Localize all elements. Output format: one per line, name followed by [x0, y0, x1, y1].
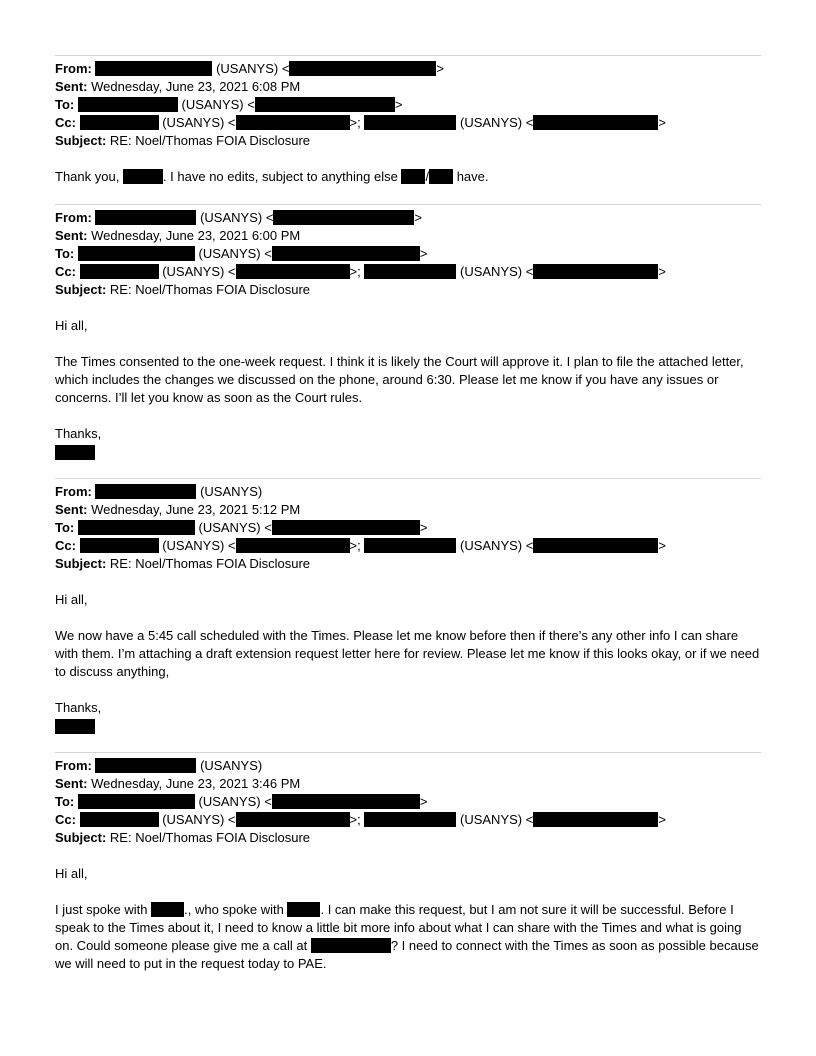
sent-line [55, 501, 761, 519]
cc-label: Cc: [55, 538, 76, 553]
redaction [364, 264, 456, 279]
redaction [80, 264, 159, 279]
cc-line [55, 537, 761, 555]
subject-line [55, 829, 761, 847]
redaction [533, 538, 658, 553]
message-body: The Times consented to the one-week request. I think it is likely the Court will approve it. I plan to file the attached letter, which includes the changes we discussed on the phone, around 6:30. Please let me know if you have any issues or concerns. I’ll let you know as soon as the Court rules. [55, 354, 744, 405]
subject-text: RE: Noel/Thomas FOIA Disclosure [109, 282, 311, 297]
redaction [236, 264, 350, 279]
greeting: Hi all, [55, 318, 88, 333]
to-label: To: [55, 246, 75, 261]
body-text: . I can make this request, but I am not sure it will be successful. Before I speak to the Times about it, I need to know a little bit more info about what I can share with the Times and what is going on. Could someone please give me a call at [55, 902, 742, 953]
sent-label: Sent: [55, 228, 88, 243]
org-text: (USANYS) < [198, 794, 272, 809]
subject-text: RE: Noel/Thomas FOIA Disclosure [109, 133, 311, 148]
redaction [289, 61, 436, 76]
from-line [55, 483, 761, 501]
signature-redaction [55, 719, 95, 734]
message-body: We now have a 5:45 call scheduled with the Times. Please let me know before then if there’s any other info I can share with them. I’m attaching a draft extension request letter here for review. Please let me know if this looks okay, or if we need to discuss anything, [55, 628, 760, 679]
redaction [364, 538, 456, 553]
greeting: Hi all, [55, 866, 88, 881]
body-text: ., who spoke with [184, 902, 284, 917]
bracket-text: > [658, 538, 666, 553]
from-line [55, 209, 761, 227]
redaction [78, 97, 178, 112]
message-body [55, 168, 761, 186]
bracket-text: > [658, 115, 666, 130]
body-text: / [425, 169, 430, 184]
from-line [55, 757, 761, 775]
from-label: From: [55, 61, 92, 76]
redaction [364, 115, 456, 130]
org-text: (USANYS) < [198, 246, 272, 261]
from-label: From: [55, 484, 92, 499]
signature-redaction [55, 445, 95, 460]
redaction [78, 520, 195, 535]
org-text: (USANYS) < [460, 264, 534, 279]
subject-label: Subject: [55, 830, 107, 845]
body-text: have. [456, 169, 489, 184]
sent-date: Wednesday, June 23, 2021 6:00 PM [91, 228, 301, 243]
org-text: (USANYS) < [162, 812, 236, 827]
redaction [533, 264, 658, 279]
sent-label: Sent: [55, 502, 88, 517]
org-text: (USANYS) < [460, 538, 534, 553]
sent-date: Wednesday, June 23, 2021 3:46 PM [91, 776, 301, 791]
redaction [236, 538, 350, 553]
subject-text: RE: Noel/Thomas FOIA Disclosure [109, 556, 311, 571]
org-text: (USANYS) < [460, 115, 534, 130]
sent-label: Sent: [55, 79, 88, 94]
redaction [401, 169, 425, 184]
redaction [78, 246, 195, 261]
subject-label: Subject: [55, 133, 107, 148]
to-label: To: [55, 97, 75, 112]
org-text: (USANYS) [200, 758, 263, 773]
redaction [78, 794, 195, 809]
cc-line [55, 114, 761, 132]
redaction [273, 210, 414, 225]
bracket-text: > [394, 97, 403, 112]
bracket-text: >; [349, 812, 361, 827]
message-body [55, 901, 761, 973]
cc-line [55, 811, 761, 829]
from-label: From: [55, 758, 92, 773]
redaction [123, 169, 163, 184]
redaction [533, 115, 658, 130]
closing: Thanks, [55, 700, 102, 715]
org-text: (USANYS) < [460, 812, 534, 827]
redaction [95, 61, 212, 76]
sent-date: Wednesday, June 23, 2021 6:08 PM [91, 79, 301, 94]
bracket-text: > [414, 210, 423, 225]
sent-line [55, 227, 761, 245]
subject-text: RE: Noel/Thomas FOIA Disclosure [109, 830, 311, 845]
subject-label: Subject: [55, 282, 107, 297]
body-text: Thank you, [55, 169, 120, 184]
email-message [55, 752, 761, 973]
org-text: (USANYS) < [216, 61, 290, 76]
org-text: (USANYS) < [200, 210, 274, 225]
email-message [55, 478, 761, 752]
redaction [255, 97, 395, 112]
cc-line [55, 263, 761, 281]
to-line [55, 245, 761, 263]
closing: Thanks, [55, 426, 102, 441]
subject-line [55, 132, 761, 150]
org-text: (USANYS) < [198, 520, 272, 535]
email-message [55, 55, 761, 204]
email-thread [55, 55, 761, 973]
org-text: (USANYS) < [162, 115, 236, 130]
redaction [236, 812, 350, 827]
redaction [311, 938, 391, 953]
cc-label: Cc: [55, 115, 76, 130]
redaction [272, 794, 420, 809]
subject-label: Subject: [55, 556, 107, 571]
redaction [364, 812, 456, 827]
redaction [80, 115, 159, 130]
org-text: (USANYS) < [162, 264, 236, 279]
bracket-text: > [419, 246, 428, 261]
subject-line [55, 555, 761, 573]
to-line [55, 96, 761, 114]
bracket-text: > [658, 264, 666, 279]
bracket-text: > [419, 794, 428, 809]
redaction [95, 210, 196, 225]
body-text: I just spoke with [55, 902, 148, 917]
redaction [272, 520, 420, 535]
org-text: (USANYS) < [181, 97, 255, 112]
bracket-text: > [419, 520, 428, 535]
org-text: (USANYS) < [162, 538, 236, 553]
redaction [272, 246, 420, 261]
redaction [236, 115, 350, 130]
redaction [429, 169, 453, 184]
bracket-text: >; [349, 264, 361, 279]
redaction [95, 484, 196, 499]
email-message [55, 204, 761, 478]
to-line [55, 519, 761, 537]
redaction [80, 538, 159, 553]
org-text: (USANYS) [200, 484, 263, 499]
redaction [533, 812, 658, 827]
bracket-text: >; [349, 538, 361, 553]
to-line [55, 793, 761, 811]
bracket-text: > [658, 812, 666, 827]
from-label: From: [55, 210, 92, 225]
to-label: To: [55, 520, 75, 535]
cc-label: Cc: [55, 812, 76, 827]
redaction [80, 812, 159, 827]
subject-line [55, 281, 761, 299]
sent-line [55, 78, 761, 96]
redaction [287, 902, 320, 917]
sent-label: Sent: [55, 776, 88, 791]
greeting: Hi all, [55, 592, 88, 607]
redaction [95, 758, 196, 773]
redaction [151, 902, 184, 917]
body-text: . I have no edits, subject to anything else [162, 169, 398, 184]
bracket-text: >; [349, 115, 361, 130]
bracket-text: > [436, 61, 445, 76]
sent-line [55, 775, 761, 793]
cc-label: Cc: [55, 264, 76, 279]
from-line [55, 60, 761, 78]
body-text: ? I need to connect with the Times as soon as possible because we will need to put in the request today to PAE. [55, 938, 759, 971]
sent-date: Wednesday, June 23, 2021 5:12 PM [91, 502, 301, 517]
to-label: To: [55, 794, 75, 809]
